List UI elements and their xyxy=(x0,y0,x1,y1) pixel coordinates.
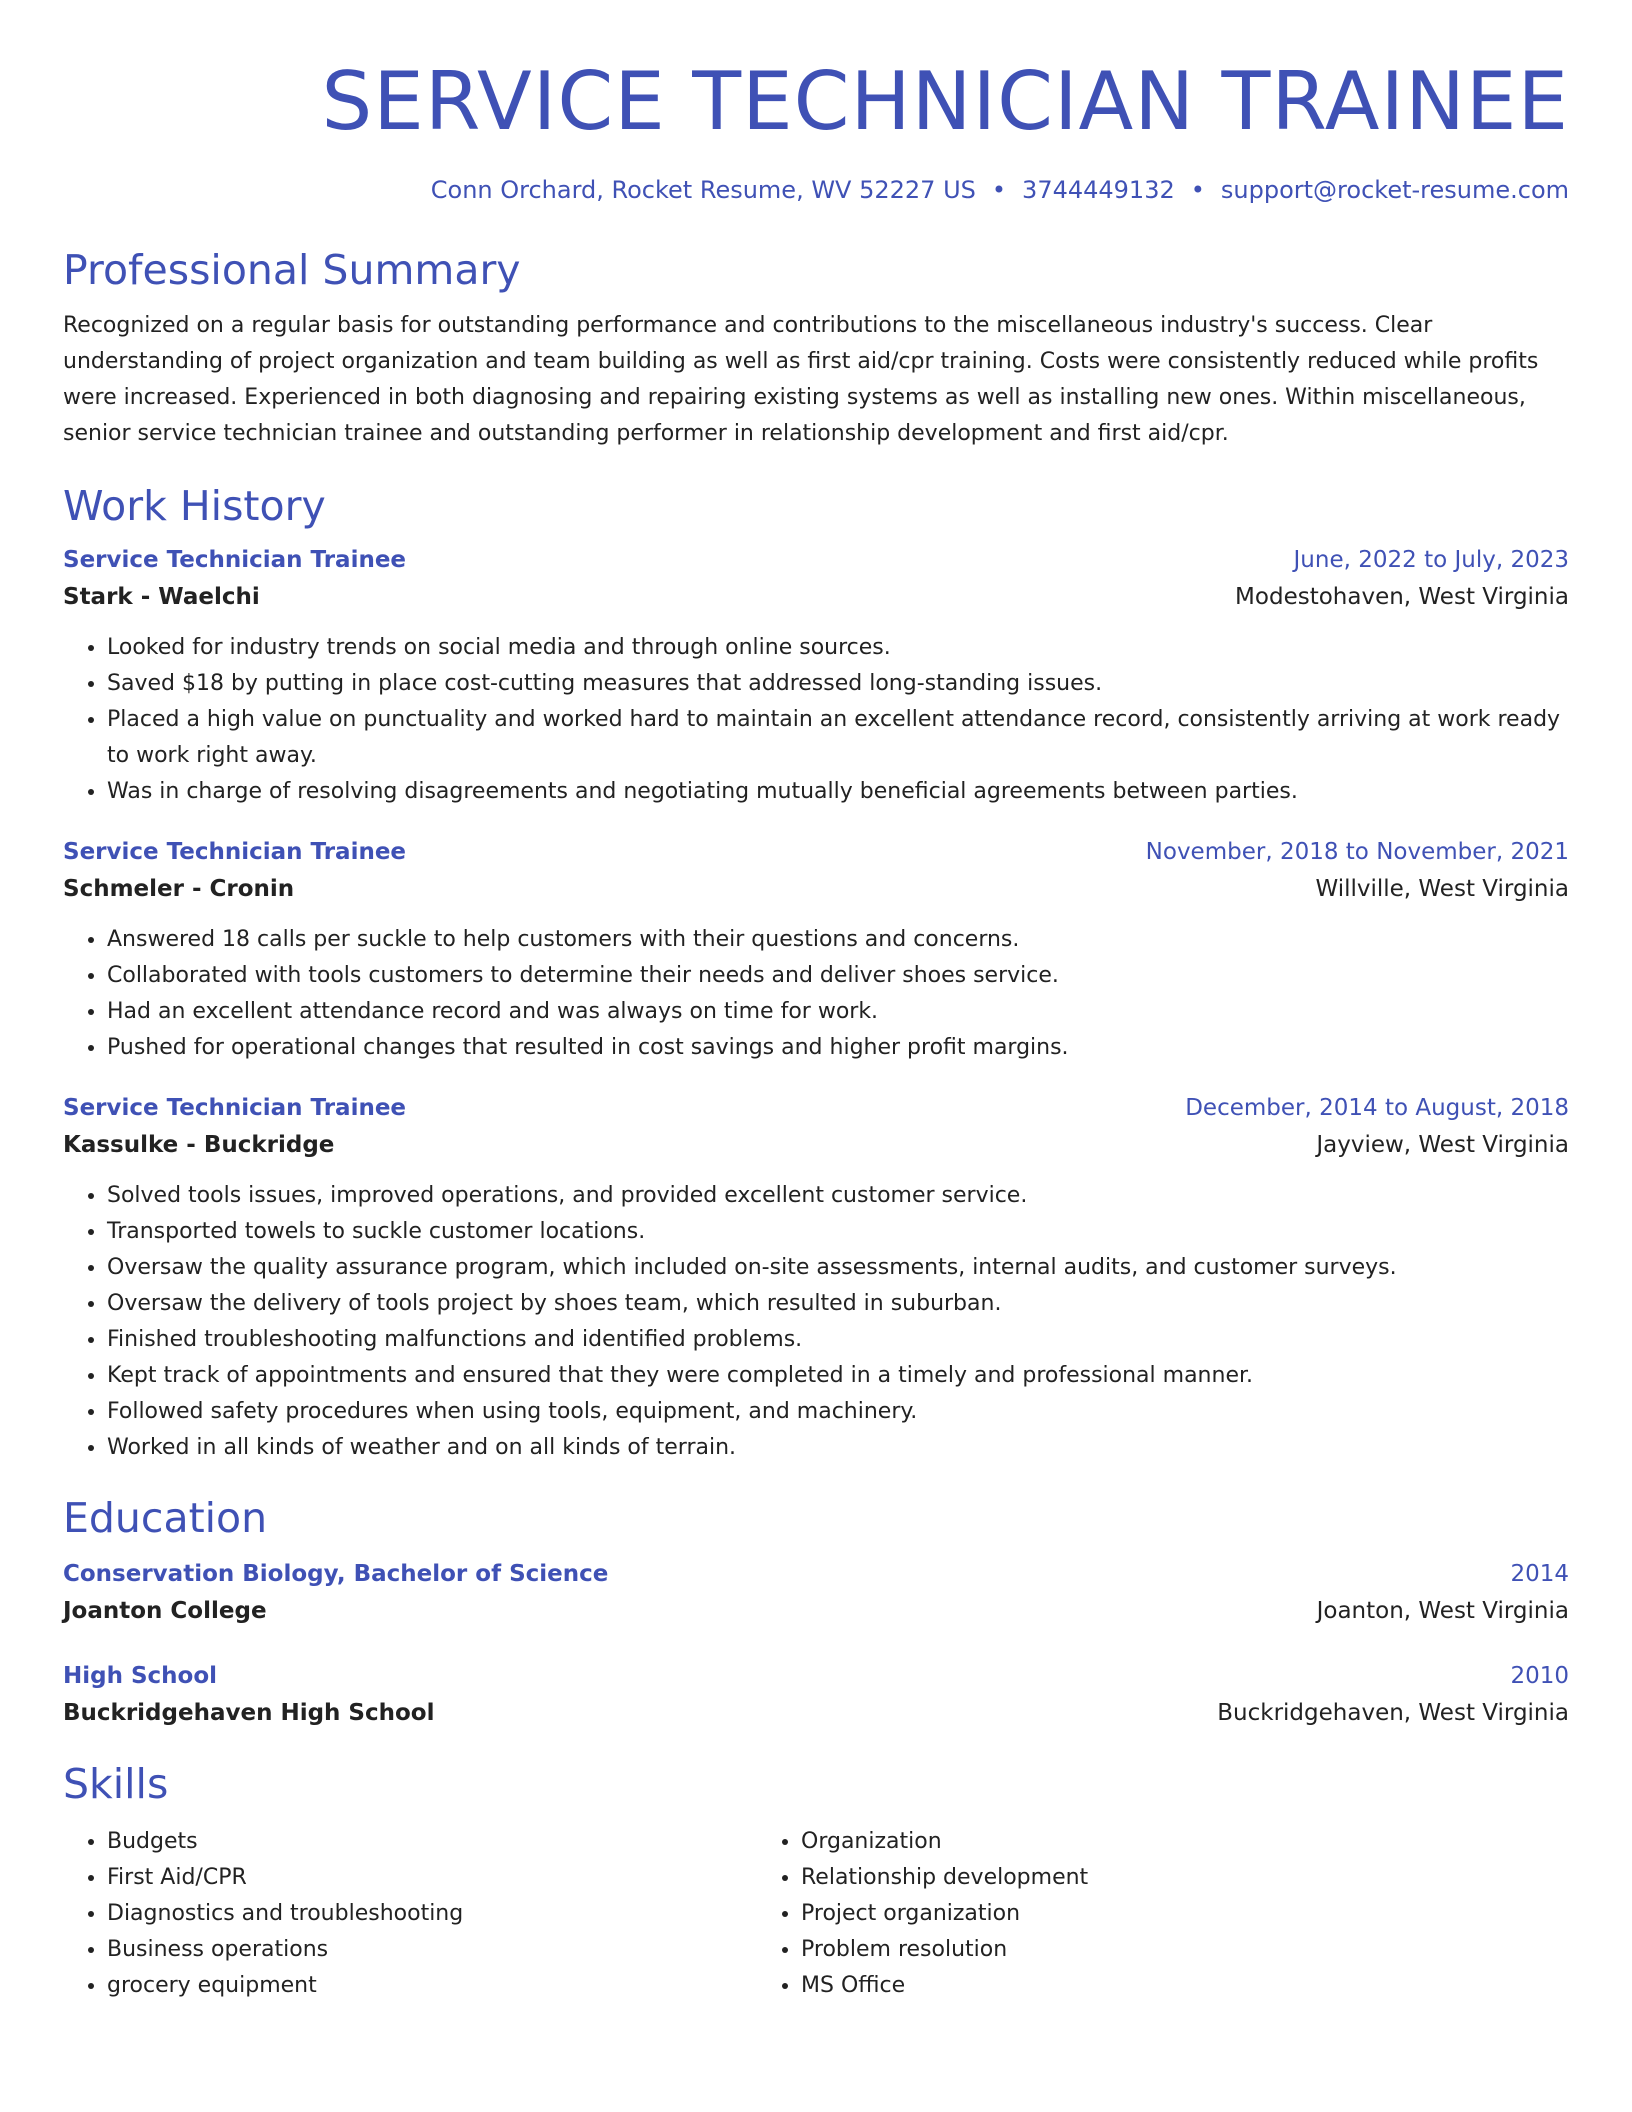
skill-item: • Relationship development xyxy=(801,1860,1569,1896)
summary-text: Recognized on a regular basis for outstanding performance and contributions to the miscellaneous industry's success. Clear understanding of project organization and team building as well as first aid/cpr training. Costs were consistently reduced while profits were increased. Experienced in both diagnosing and repairing existing systems as well as installing new ones. Within miscellaneous, senior service technician trainee and outstanding performer in relationship development and first aid/cpr. xyxy=(63,313,1539,446)
contact-line xyxy=(63,172,1569,208)
education-degree: High School xyxy=(63,1663,218,1689)
job-bullet: • Oversaw the delivery of tools project by shoes team, which resulted in suburban. xyxy=(107,1286,1569,1322)
education-entry xyxy=(63,1556,1569,1630)
education-year: 2010 xyxy=(1510,1663,1569,1689)
job-bullet: • Kept track of appointments and ensured that they were completed in a timely and professional manner. xyxy=(107,1358,1569,1394)
job-bullet: • Solved tools issues, improved operations, and provided excellent customer service. xyxy=(107,1178,1569,1214)
contact-phone: 3744449132 xyxy=(1022,176,1175,204)
contact-address: Conn Orchard, Rocket Resume, WV 52227 US xyxy=(430,176,976,204)
job-bullet: • Finished troubleshooting malfunctions and identified problems. xyxy=(107,1322,1569,1358)
skill-item: • First Aid/CPR xyxy=(107,1860,757,1896)
education-location: Joanton, West Virginia xyxy=(1316,1598,1569,1624)
job-bullet: • Pushed for operational changes that resulted in cost savings and higher profit margins. xyxy=(107,1030,1569,1066)
job-bullet: • Answered 18 calls per suckle to help customers with their questions and concerns. xyxy=(107,922,1569,958)
contact-separator: • xyxy=(1190,176,1205,204)
education-degree: Conservation Biology, Bachelor of Science xyxy=(63,1561,609,1587)
job-role: Service Technician Trainee xyxy=(63,547,407,573)
job-bullet: • Followed safety procedures when using tools, equipment, and machinery. xyxy=(107,1394,1569,1430)
job-role: Service Technician Trainee xyxy=(63,839,407,865)
job-bullet: • Worked in all kinds of weather and on all kinds of terrain. xyxy=(107,1430,1569,1466)
job-bullet: • Looked for industry trends on social media and through online sources. xyxy=(107,630,1569,666)
job-location: Willville, West Virginia xyxy=(1315,876,1569,902)
job-bullet: • Collaborated with tools customers to determine their needs and deliver shoes service. xyxy=(107,958,1569,994)
job-dates: June, 2022 to July, 2023 xyxy=(1293,547,1569,573)
skill-item: • Project organization xyxy=(801,1896,1569,1932)
job-bullet: • Placed a high value on punctuality and worked hard to maintain an excellent attendance record, consistently arriving at work ready to work right away. xyxy=(107,702,1569,774)
education-location: Buckridgehaven, West Virginia xyxy=(1217,1700,1569,1726)
job-company: Kassulke - Buckridge xyxy=(63,1132,335,1158)
skill-item: • Diagnostics and troubleshooting xyxy=(107,1896,757,1932)
education-school: Buckridgehaven High School xyxy=(63,1700,435,1726)
education-heading: Education xyxy=(63,1494,268,1542)
contact-email: support@rocket-resume.com xyxy=(1220,176,1569,204)
job-bullet: • Transported towels to suckle customer locations. xyxy=(107,1214,1569,1250)
job-entry xyxy=(63,834,1569,1066)
job-bullet: • Oversaw the quality assurance program, which included on-site assessments, internal audits, and customer surveys. xyxy=(107,1250,1569,1286)
skill-item: • MS Office xyxy=(801,1968,1569,2004)
education-entry xyxy=(63,1658,1569,1732)
job-company: Stark - Waelchi xyxy=(63,584,260,610)
candidate-title: SERVICE TECHNICIAN TRAINEE xyxy=(321,55,1569,148)
job-dates: November, 2018 to November, 2021 xyxy=(1145,839,1569,865)
job-bullet: • Had an excellent attendance record and was always on time for work. xyxy=(107,994,1569,1030)
work-history-heading: Work History xyxy=(63,482,326,530)
job-location: Jayview, West Virginia xyxy=(1316,1132,1569,1158)
job-company: Schmeler - Cronin xyxy=(63,876,295,902)
job-bullet: • Was in charge of resolving disagreements and negotiating mutually beneficial agreements between parties. xyxy=(107,774,1569,810)
education-school: Joanton College xyxy=(63,1598,267,1624)
job-entry xyxy=(63,542,1569,810)
skills-heading: Skills xyxy=(63,1760,169,1808)
contact-separator: • xyxy=(991,176,1007,204)
job-role: Service Technician Trainee xyxy=(63,1095,407,1121)
job-entry xyxy=(63,1090,1569,1466)
summary-heading: Professional Summary xyxy=(63,246,521,294)
job-bullets xyxy=(63,922,1569,1066)
skill-item: • Organization xyxy=(801,1824,1569,1860)
skill-item: • Problem resolution xyxy=(801,1932,1569,1968)
job-dates: December, 2014 to August, 2018 xyxy=(1185,1095,1569,1121)
job-bullets xyxy=(63,1178,1569,1466)
skill-item: • grocery equipment xyxy=(107,1968,757,2004)
skill-item: • Budgets xyxy=(107,1824,757,1860)
skills-column-right xyxy=(757,1824,1569,2004)
job-bullets xyxy=(63,630,1569,810)
job-bullet: • Saved $18 by putting in place cost-cutting measures that addressed long-standing issues. xyxy=(107,666,1569,702)
education-year: 2014 xyxy=(1510,1561,1569,1587)
resume-header xyxy=(63,52,1569,208)
skills-column-left xyxy=(63,1824,757,2004)
skills-list xyxy=(63,1824,1569,2004)
skill-item: • Business operations xyxy=(107,1932,757,1968)
job-location: Modestohaven, West Virginia xyxy=(1235,584,1569,610)
